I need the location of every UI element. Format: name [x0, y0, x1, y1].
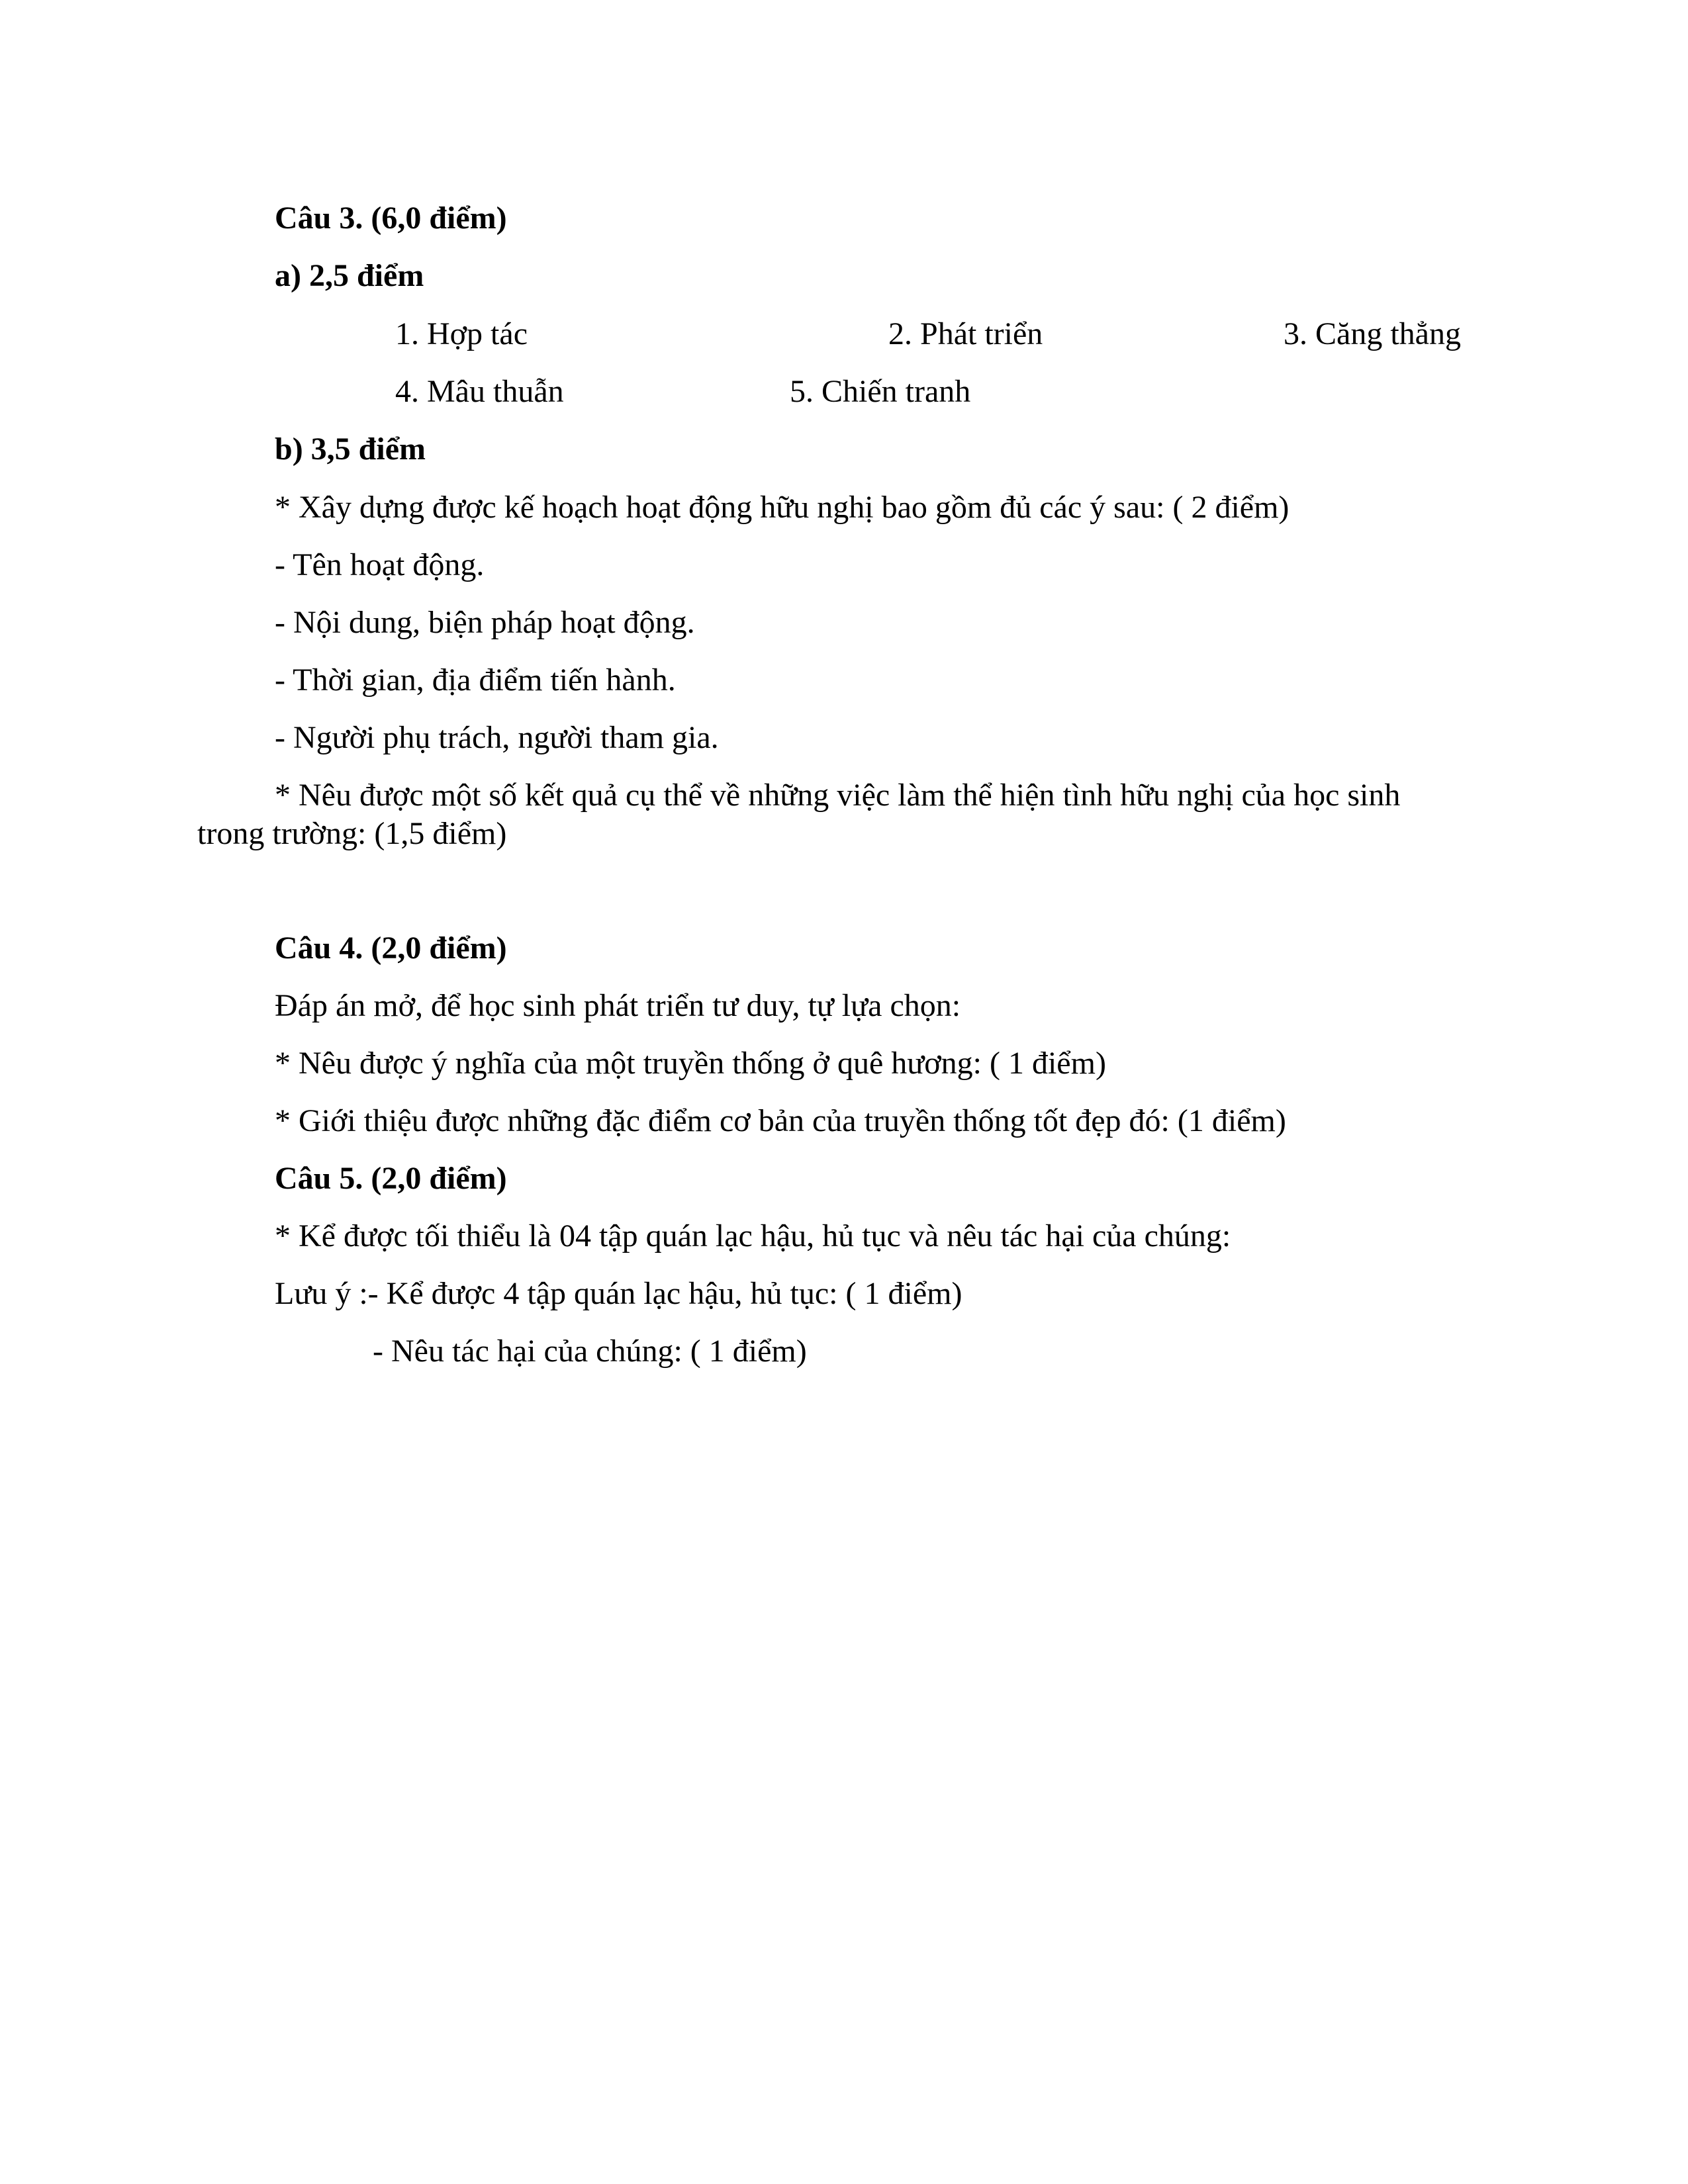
criteria-point-continued: trong trường: (1,5 điểm) — [197, 816, 507, 851]
criteria-point: * Nêu được ý nghĩa của một truyền thống ở quê hương: ( 1 điểm) — [275, 1046, 1106, 1081]
note-line: Lưu ý :- Kể được 4 tập quán lạc hậu, hủ tục: ( 1 điểm) — [275, 1276, 962, 1311]
cau3-heading: Câu 3. (6,0 điểm) — [275, 201, 507, 236]
cau3-part-a-heading: a) 2,5 điểm — [275, 258, 424, 293]
list-item: - Tên hoạt động. — [275, 547, 485, 582]
criteria-point: * Xây dựng được kế hoạch hoạt động hữu nghị bao gồm đủ các ý sau: ( 2 điểm) — [275, 490, 1289, 525]
answer-item: 4. Mâu thuẫn — [395, 374, 564, 409]
cau5-heading: Câu 5. (2,0 điểm) — [275, 1161, 507, 1196]
list-item: - Thời gian, địa điểm tiến hành. — [275, 662, 676, 698]
criteria-point: * Kể được tối thiểu là 04 tập quán lạc hậu, hủ tục và nêu tác hại của chúng: — [275, 1218, 1231, 1253]
answer-item: 5. Chiến tranh — [790, 374, 971, 409]
note-line: - Nêu tác hại của chúng: ( 1 điểm) — [373, 1334, 807, 1369]
cau3-part-b-heading: b) 3,5 điểm — [275, 432, 426, 467]
answer-item: 3. Căng thẳng — [1284, 316, 1461, 351]
cau4-intro: Đáp án mở, để học sinh phát triển tư duy, tự lựa chọn: — [275, 988, 961, 1023]
list-item: - Nội dung, biện pháp hoạt động. — [275, 605, 695, 640]
list-item: - Người phụ trách, người tham gia. — [275, 720, 719, 755]
answer-item: 2. Phát triển — [888, 316, 1043, 351]
answer-item: 1. Hợp tác — [395, 316, 528, 351]
criteria-point: * Giới thiệu được những đặc điểm cơ bản của truyền thống tốt đẹp đó: (1 điểm) — [275, 1103, 1286, 1138]
cau4-heading: Câu 4. (2,0 điểm) — [275, 931, 507, 966]
criteria-point: * Nêu được một số kết quả cụ thể về những việc làm thể hiện tình hữu nghị của học sinh — [275, 778, 1401, 813]
